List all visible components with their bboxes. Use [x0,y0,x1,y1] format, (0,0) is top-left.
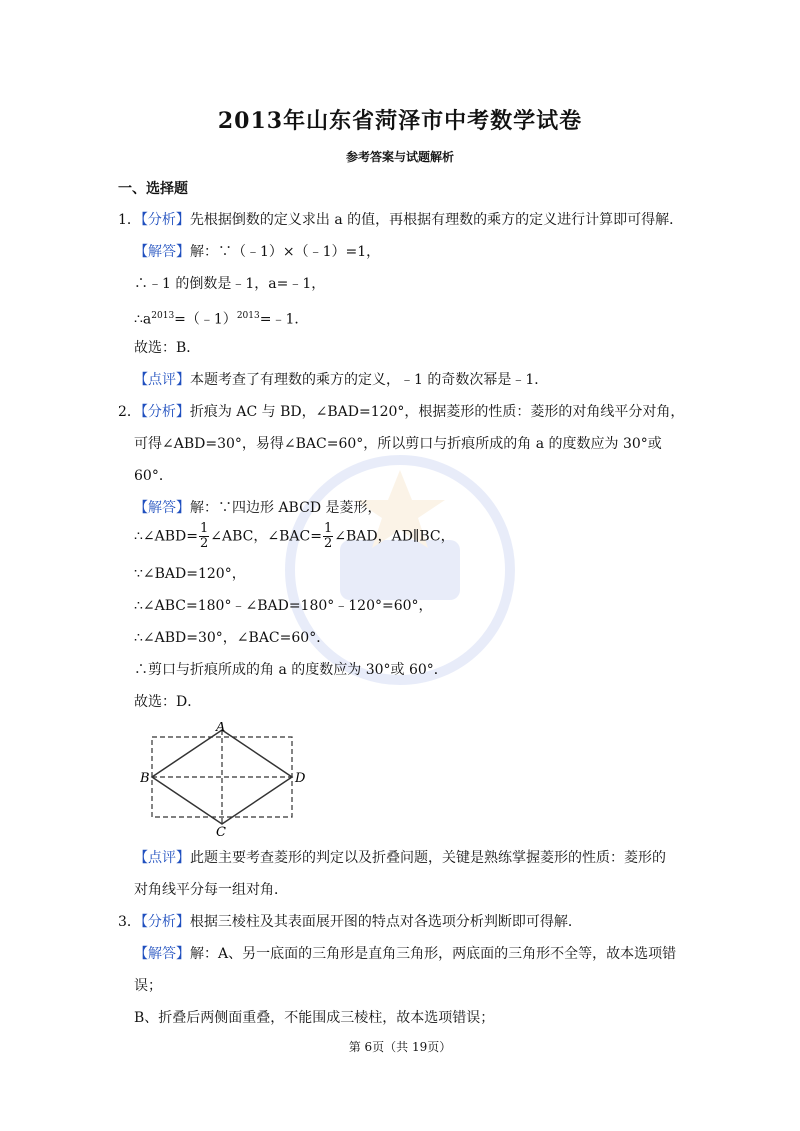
q1-comment [134,370,548,390]
q1-l3-sup2: 2013 [236,311,260,321]
q1-analysis-tag: 【分析】 [140,212,190,228]
q1-comment-tag: 【点评】 [134,372,190,388]
label-b: B [140,771,150,786]
frac-den: 2 [200,536,209,551]
q3-analysis-text: 根据三棱柱及其表面展开图的特点对各选项分析判断即可得解． [189,914,582,930]
q2-answer-line3: ∵∠BAD=120°， [134,566,246,582]
q3-number: 3． [118,914,141,930]
q1-analysis [118,210,683,230]
label-a: A [216,722,226,735]
q2-answer-line4: ∴∠ABC=180°﹣∠BAD=180°﹣120°=60°， [134,598,433,614]
q3-answer-line1 [134,944,676,964]
page-subtitle: 参考答案与试题解析 [345,150,454,164]
page-title: 2013年山东省菏泽市中考数学试卷 [217,108,583,134]
q1-answer-tag: 【解答】 [134,244,190,260]
q2-answer-text1: 解：∵四边形 ABCD 是菱形， [190,500,382,516]
q1-answer-line2: ∴﹣1 的倒数是﹣1，a=﹣1， [134,276,326,292]
q2-comment-line2: 对角线平分每一组对角． [134,882,288,898]
q2-analysis-tag: 【分析】 [140,404,190,420]
q2-comment-line1 [134,848,666,868]
q2-choice: 故选：D． [134,694,202,710]
q3-analysis-tag: 【分析】 [140,914,190,930]
q1-comment-text: 本题考查了有理数的乘方的定义，﹣1 的奇数次幂是﹣1． [190,372,549,388]
frac-den: 2 [323,536,333,551]
q1-l3-c: =﹣1． [259,311,309,328]
q1-choice: 故选：B． [134,340,201,356]
q2-answer-tag: 【解答】 [134,500,190,516]
q3-answer-line3: B、折叠后两侧面重叠，不能围成三棱柱，故本选项错误； [134,1010,495,1026]
q1-answer-line3 [134,306,308,330]
frac-num: 1 [323,521,333,536]
q3-answer-text1: 解：A、另一底面的三角形是直角三角形，两底面的三角形不全等，故本选项错 [190,946,677,962]
q2-analysis-line1 [118,402,684,422]
q2-answer-line6: ∴剪口与折痕所成的角 a 的度数应为 30°或 60°． [134,662,448,678]
q2-l2-a: ∴∠ABD= [134,528,198,545]
rhombus-diagram [140,722,310,837]
q2-comment-tag: 【点评】 [134,850,190,866]
q2-analysis-text1: 折痕为 AC 与 BD，∠BAD=120°，根据菱形的性质：菱形的对角线平分对角， [189,404,685,420]
q2-answer-line1 [134,498,382,518]
q2-number: 2． [118,404,141,420]
q2-analysis-line3: 60°． [134,468,173,484]
label-d: D [295,771,306,786]
frac-num: 1 [200,521,209,536]
q1-answer-text1: 解：∵（﹣1）×（﹣1）=1， [190,244,381,260]
q2-answer-line5: ∴∠ABD=30°，∠BAC=60°． [134,630,331,646]
q1-number: 1． [118,212,141,228]
label-c: C [216,825,226,837]
q1-l3-a: ∴a [134,311,152,328]
section-heading: 一、选择题 [118,181,188,197]
fraction-half-2 [323,522,333,551]
q2-analysis-line2: 可得∠ABD=30°，易得∠BAC=60°，所以剪口与折痕所成的角 a 的度数应为 30°或 [134,436,662,452]
q1-l3-sup1: 2013 [151,311,175,321]
q1-answer-line1 [134,242,380,262]
page-footer: 第 6页（共 19页） [348,1040,452,1054]
q3-analysis [118,912,582,932]
q1-analysis-text: 先根据倒数的定义求出 a 的值，再根据有理数的乘方的定义进行计算即可得解． [189,212,684,228]
q2-l2-c: ∠BAD，AD∥BC， [334,528,455,545]
q1-l3-b: =（﹣1） [174,311,237,328]
q3-answer-line2: 误； [134,978,162,994]
q2-comment-text1: 此题主要考查菱形的判定以及折叠问题，关键是熟练掌握菱形的性质：菱形的 [190,850,666,866]
q2-l2-b: ∠ABC，∠BAC= [210,528,322,545]
q3-answer-tag: 【解答】 [134,946,190,962]
fraction-half-1 [199,522,209,551]
q2-answer-line2 [134,522,455,551]
